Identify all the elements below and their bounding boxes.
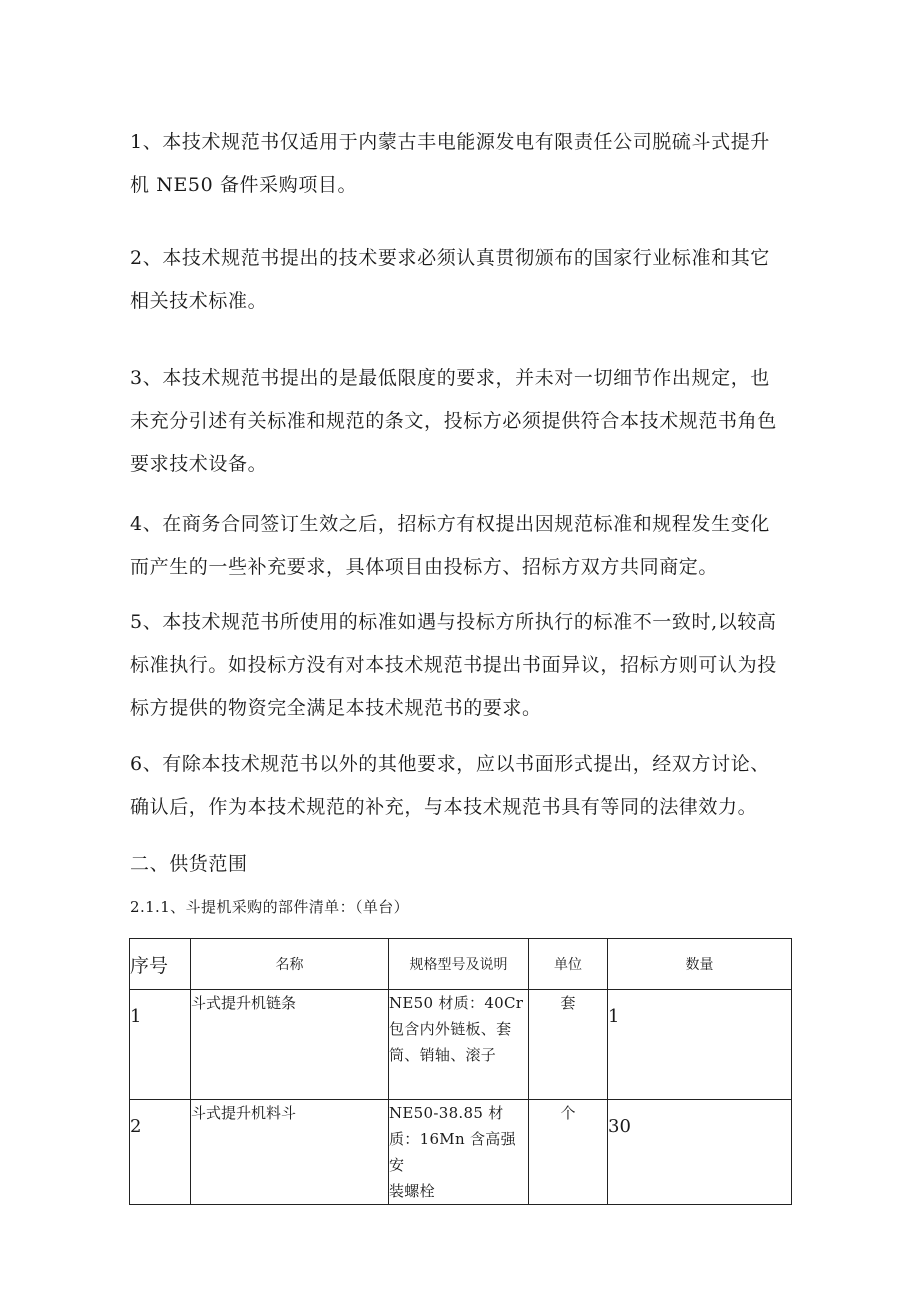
clause-5-line-2: 标准执行。如投标方没有对本技术规范书提出书面异议，招标方则可认为投 bbox=[130, 654, 777, 676]
row-1-spec-line-3: 筒、销轴、滚子 bbox=[389, 1046, 497, 1064]
header-unit: 单位 bbox=[529, 939, 608, 990]
table-row bbox=[130, 990, 792, 1100]
row-1-spec-line-2: 包含内外链板、套 bbox=[389, 1020, 512, 1038]
row-1-spec bbox=[389, 990, 529, 1100]
clause-2-line-2: 相关技术标准。 bbox=[130, 290, 268, 312]
clause-5-line-3: 标方提供的物资完全满足本技术规范书的要求。 bbox=[130, 697, 542, 719]
row-1-qty: 1 bbox=[608, 990, 792, 1100]
clause-4 bbox=[130, 503, 800, 589]
clause-4-line-1: 4、在商务合同签订生效之后，招标方有权提出因规范标准和规程发生变化 bbox=[130, 513, 770, 535]
row-2-spec-line-2: 质：16Mn 含高强安 bbox=[389, 1130, 516, 1174]
clause-6 bbox=[130, 743, 800, 829]
clause-3-line-1: 3、本技术规范书提出的是最低限度的要求，并未对一切细节作出规定，也 bbox=[130, 367, 770, 389]
parts-table bbox=[129, 938, 792, 1205]
row-1-name: 斗式提升机链条 bbox=[191, 990, 389, 1100]
header-qty: 数量 bbox=[608, 939, 792, 990]
clause-4-line-2: 而产生的一些补充要求，具体项目由投标方、招标方双方共同商定。 bbox=[130, 556, 719, 578]
clause-3-line-3: 要求技术设备。 bbox=[130, 453, 268, 475]
row-2-spec bbox=[389, 1100, 529, 1205]
table-header-row bbox=[130, 939, 792, 990]
row-2-spec-line-3: 装螺栓 bbox=[389, 1182, 435, 1200]
header-spec: 规格型号及说明 bbox=[389, 939, 529, 990]
clause-1 bbox=[130, 121, 800, 207]
clause-1-line-2: 机 NE50 备件采购项目。 bbox=[130, 174, 358, 196]
clause-5 bbox=[130, 601, 800, 730]
clause-6-line-2: 确认后，作为本技术规范的补充，与本技术规范书具有等同的法律效力。 bbox=[130, 796, 758, 818]
row-1-unit: 套 bbox=[529, 990, 608, 1100]
row-2-unit: 个 bbox=[529, 1100, 608, 1205]
clause-1-line-1: 1、本技术规范书仅适用于内蒙古丰电能源发电有限责任公司脱硫斗式提升 bbox=[130, 131, 770, 153]
row-1-no: 1 bbox=[130, 990, 191, 1100]
clause-2-line-1: 2、本技术规范书提出的技术要求必须认真贯彻颁布的国家行业标准和其它 bbox=[130, 247, 770, 269]
row-1-spec-line-1: NE50 材质：40Cr bbox=[389, 994, 524, 1012]
row-2-name: 斗式提升机料斗 bbox=[191, 1100, 389, 1205]
row-2-qty: 30 bbox=[608, 1100, 792, 1205]
clause-3 bbox=[130, 357, 800, 486]
row-2-spec-line-1: NE50-38.85 材 bbox=[389, 1104, 504, 1122]
header-no: 序号 bbox=[130, 939, 191, 990]
clause-3-line-2: 未充分引述有关标准和规范的条文，投标方必须提供符合本技术规范书角色 bbox=[130, 410, 777, 432]
clause-5-line-1: 5、本技术规范书所使用的标准如遇与投标方所执行的标准不一致时,以较高 bbox=[130, 611, 777, 633]
table-row bbox=[130, 1100, 792, 1205]
parts-list-caption: 2.1.1、斗提机采购的部件清单：（单台） bbox=[130, 898, 410, 916]
clause-2 bbox=[130, 237, 800, 323]
header-name: 名称 bbox=[191, 939, 389, 990]
clause-6-line-1: 6、有除本技术规范书以外的其他要求，应以书面形式提出，经双方讨论、 bbox=[130, 753, 770, 775]
section-heading-supply-scope: 二、供货范围 bbox=[130, 853, 248, 875]
row-2-no: 2 bbox=[130, 1100, 191, 1205]
